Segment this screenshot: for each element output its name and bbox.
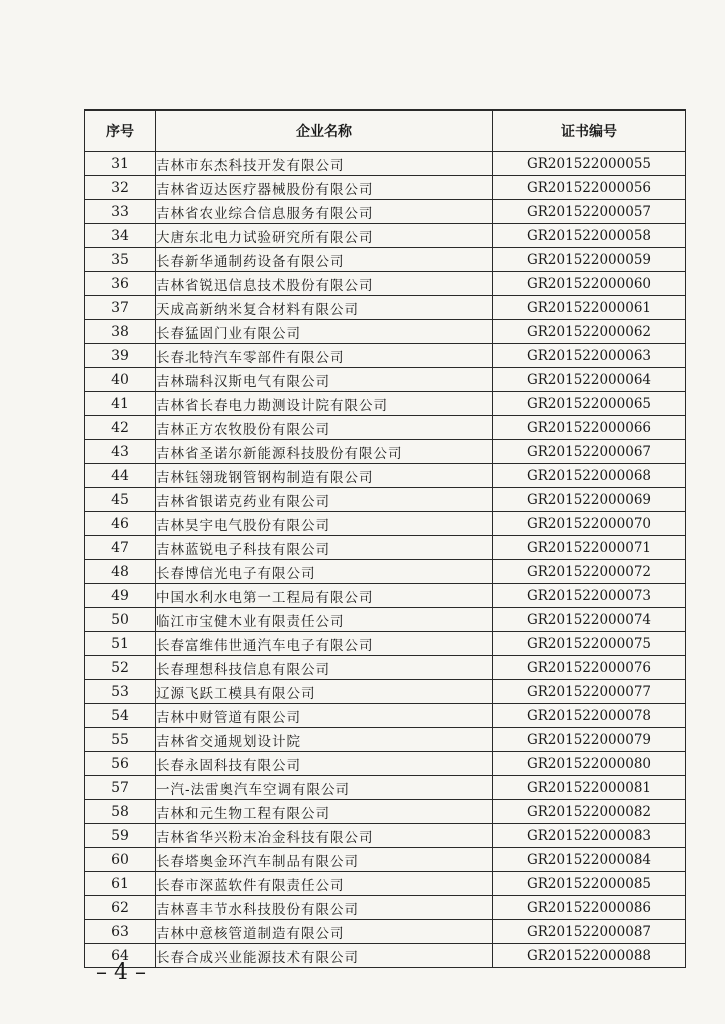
company-name-cell: 吉林省长春电力勘测设计院有限公司 <box>156 392 493 416</box>
table-row <box>85 632 686 656</box>
certificate-number-cell: GR201522000063 <box>493 344 686 368</box>
certificate-number-cell: GR201522000073 <box>493 584 686 608</box>
serial-number-cell: 33 <box>85 200 156 224</box>
table-row <box>85 320 686 344</box>
company-name-cell: 长春合成兴业能源技术有限公司 <box>156 944 493 968</box>
certificate-number-cell: GR201522000085 <box>493 872 686 896</box>
certificate-table <box>84 109 686 968</box>
serial-number-cell: 39 <box>85 344 156 368</box>
serial-number-cell: 34 <box>85 224 156 248</box>
table-row <box>85 608 686 632</box>
serial-number-cell: 44 <box>85 464 156 488</box>
certificate-number-cell: GR201522000084 <box>493 848 686 872</box>
serial-number-cell: 31 <box>85 152 156 176</box>
table-row <box>85 200 686 224</box>
serial-number-cell: 45 <box>85 488 156 512</box>
certificate-number-cell: GR201522000056 <box>493 176 686 200</box>
serial-number-cell: 48 <box>85 560 156 584</box>
serial-number-cell: 35 <box>85 248 156 272</box>
table-row <box>85 920 686 944</box>
serial-number-cell: 58 <box>85 800 156 824</box>
table-row <box>85 272 686 296</box>
certificate-number-cell: GR201522000081 <box>493 776 686 800</box>
serial-number-cell: 46 <box>85 512 156 536</box>
table-row <box>85 848 686 872</box>
company-name-cell: 长春理想科技信息有限公司 <box>156 656 493 680</box>
table-row <box>85 344 686 368</box>
certificate-number-cell: GR201522000061 <box>493 296 686 320</box>
table-row <box>85 704 686 728</box>
certificate-number-cell: GR201522000082 <box>493 800 686 824</box>
serial-number-cell: 63 <box>85 920 156 944</box>
company-name-cell: 长春永固科技有限公司 <box>156 752 493 776</box>
certificate-number-cell: GR201522000070 <box>493 512 686 536</box>
table-row <box>85 752 686 776</box>
company-name-cell: 吉林省圣诺尔新能源科技股份有限公司 <box>156 440 493 464</box>
company-name-cell: 吉林省银诺克药业有限公司 <box>156 488 493 512</box>
table-row <box>85 368 686 392</box>
serial-number-cell: 36 <box>85 272 156 296</box>
serial-number-cell: 62 <box>85 896 156 920</box>
serial-number-cell: 32 <box>85 176 156 200</box>
page-number: – 4 – <box>96 960 146 985</box>
certificate-number-cell: GR201522000067 <box>493 440 686 464</box>
company-name-cell: 临江市宝健木业有限责任公司 <box>156 608 493 632</box>
serial-number-cell: 47 <box>85 536 156 560</box>
company-name-cell: 大唐东北电力试验研究所有限公司 <box>156 224 493 248</box>
table-row <box>85 680 686 704</box>
company-name-cell: 吉林省迈达医疗器械股份有限公司 <box>156 176 493 200</box>
serial-number-cell: 42 <box>85 416 156 440</box>
table-row <box>85 944 686 968</box>
table-row <box>85 152 686 176</box>
certificate-number-cell: GR201522000086 <box>493 896 686 920</box>
serial-number-cell: 54 <box>85 704 156 728</box>
company-name-cell: 长春市深蓝软件有限责任公司 <box>156 872 493 896</box>
table-row <box>85 416 686 440</box>
certificate-number-cell: GR201522000078 <box>493 704 686 728</box>
certificate-number-cell: GR201522000087 <box>493 920 686 944</box>
table-row <box>85 176 686 200</box>
serial-number-cell: 51 <box>85 632 156 656</box>
certificate-number-cell: GR201522000065 <box>493 392 686 416</box>
company-name-cell: 中国水利水电第一工程局有限公司 <box>156 584 493 608</box>
table-row <box>85 248 686 272</box>
certificate-number-cell: GR201522000069 <box>493 488 686 512</box>
company-name-cell: 吉林省华兴粉末冶金科技有限公司 <box>156 824 493 848</box>
company-name-cell: 吉林蓝锐电子科技有限公司 <box>156 536 493 560</box>
table-header-row <box>85 110 686 152</box>
company-name-cell: 长春猛固门业有限公司 <box>156 320 493 344</box>
table-row <box>85 560 686 584</box>
header-serial-number: 序号 <box>85 110 156 152</box>
company-name-cell: 吉林中财管道有限公司 <box>156 704 493 728</box>
company-name-cell: 吉林喜丰节水科技股份有限公司 <box>156 896 493 920</box>
serial-number-cell: 37 <box>85 296 156 320</box>
certificate-number-cell: GR201522000058 <box>493 224 686 248</box>
table-row <box>85 440 686 464</box>
serial-number-cell: 61 <box>85 872 156 896</box>
certificate-number-cell: GR201522000057 <box>493 200 686 224</box>
table-row <box>85 392 686 416</box>
serial-number-cell: 43 <box>85 440 156 464</box>
certificate-number-cell: GR201522000068 <box>493 464 686 488</box>
certificate-number-cell: GR201522000062 <box>493 320 686 344</box>
company-name-cell: 吉林市东杰科技开发有限公司 <box>156 152 493 176</box>
serial-number-cell: 60 <box>85 848 156 872</box>
table-row <box>85 872 686 896</box>
serial-number-cell: 59 <box>85 824 156 848</box>
table-row <box>85 296 686 320</box>
certificate-number-cell: GR201522000055 <box>493 152 686 176</box>
company-name-cell: 长春富维伟世通汽车电子有限公司 <box>156 632 493 656</box>
company-name-cell: 长春北特汽车零部件有限公司 <box>156 344 493 368</box>
table-row <box>85 776 686 800</box>
serial-number-cell: 49 <box>85 584 156 608</box>
certificate-number-cell: GR201522000088 <box>493 944 686 968</box>
company-name-cell: 吉林中意核管道制造有限公司 <box>156 920 493 944</box>
table-row <box>85 728 686 752</box>
company-name-cell: 长春塔奥金环汽车制品有限公司 <box>156 848 493 872</box>
company-name-cell: 吉林省交通规划设计院 <box>156 728 493 752</box>
certificate-number-cell: GR201522000059 <box>493 248 686 272</box>
company-name-cell: 长春博信光电子有限公司 <box>156 560 493 584</box>
company-name-cell: 吉林省锐迅信息技术股份有限公司 <box>156 272 493 296</box>
table-row <box>85 896 686 920</box>
certificate-number-cell: GR201522000077 <box>493 680 686 704</box>
certificate-number-cell: GR201522000080 <box>493 752 686 776</box>
serial-number-cell: 53 <box>85 680 156 704</box>
table-row <box>85 800 686 824</box>
certificate-number-cell: GR201522000076 <box>493 656 686 680</box>
company-name-cell: 辽源飞跃工模具有限公司 <box>156 680 493 704</box>
company-name-cell: 吉林昊宇电气股份有限公司 <box>156 512 493 536</box>
certificate-number-cell: GR201522000066 <box>493 416 686 440</box>
serial-number-cell: 50 <box>85 608 156 632</box>
certificate-number-cell: GR201522000071 <box>493 536 686 560</box>
company-name-cell: 一汽-法雷奥汽车空调有限公司 <box>156 776 493 800</box>
company-name-cell: 长春新华通制药设备有限公司 <box>156 248 493 272</box>
serial-number-cell: 40 <box>85 368 156 392</box>
certificate-number-cell: GR201522000083 <box>493 824 686 848</box>
serial-number-cell: 52 <box>85 656 156 680</box>
serial-number-cell: 41 <box>85 392 156 416</box>
table-row <box>85 584 686 608</box>
certificate-number-cell: GR201522000079 <box>493 728 686 752</box>
certificate-number-cell: GR201522000072 <box>493 560 686 584</box>
table-row <box>85 536 686 560</box>
company-name-cell: 吉林和元生物工程有限公司 <box>156 800 493 824</box>
certificate-number-cell: GR201522000064 <box>493 368 686 392</box>
serial-number-cell: 64 <box>85 944 156 968</box>
serial-number-cell: 57 <box>85 776 156 800</box>
table-row <box>85 464 686 488</box>
company-name-cell: 天成高新纳米复合材料有限公司 <box>156 296 493 320</box>
serial-number-cell: 55 <box>85 728 156 752</box>
table-row <box>85 488 686 512</box>
table-row <box>85 824 686 848</box>
company-name-cell: 吉林正方农牧股份有限公司 <box>156 416 493 440</box>
table-row <box>85 224 686 248</box>
company-name-cell: 吉林省农业综合信息服务有限公司 <box>156 200 493 224</box>
certificate-number-cell: GR201522000075 <box>493 632 686 656</box>
serial-number-cell: 56 <box>85 752 156 776</box>
company-name-cell: 吉林钰翎珑钢管钢构制造有限公司 <box>156 464 493 488</box>
company-name-cell: 吉林瑞科汉斯电气有限公司 <box>156 368 493 392</box>
table-row <box>85 656 686 680</box>
header-company-name: 企业名称 <box>156 110 493 152</box>
certificate-number-cell: GR201522000074 <box>493 608 686 632</box>
certificate-number-cell: GR201522000060 <box>493 272 686 296</box>
header-certificate-number: 证书编号 <box>493 110 686 152</box>
table-row <box>85 512 686 536</box>
serial-number-cell: 38 <box>85 320 156 344</box>
